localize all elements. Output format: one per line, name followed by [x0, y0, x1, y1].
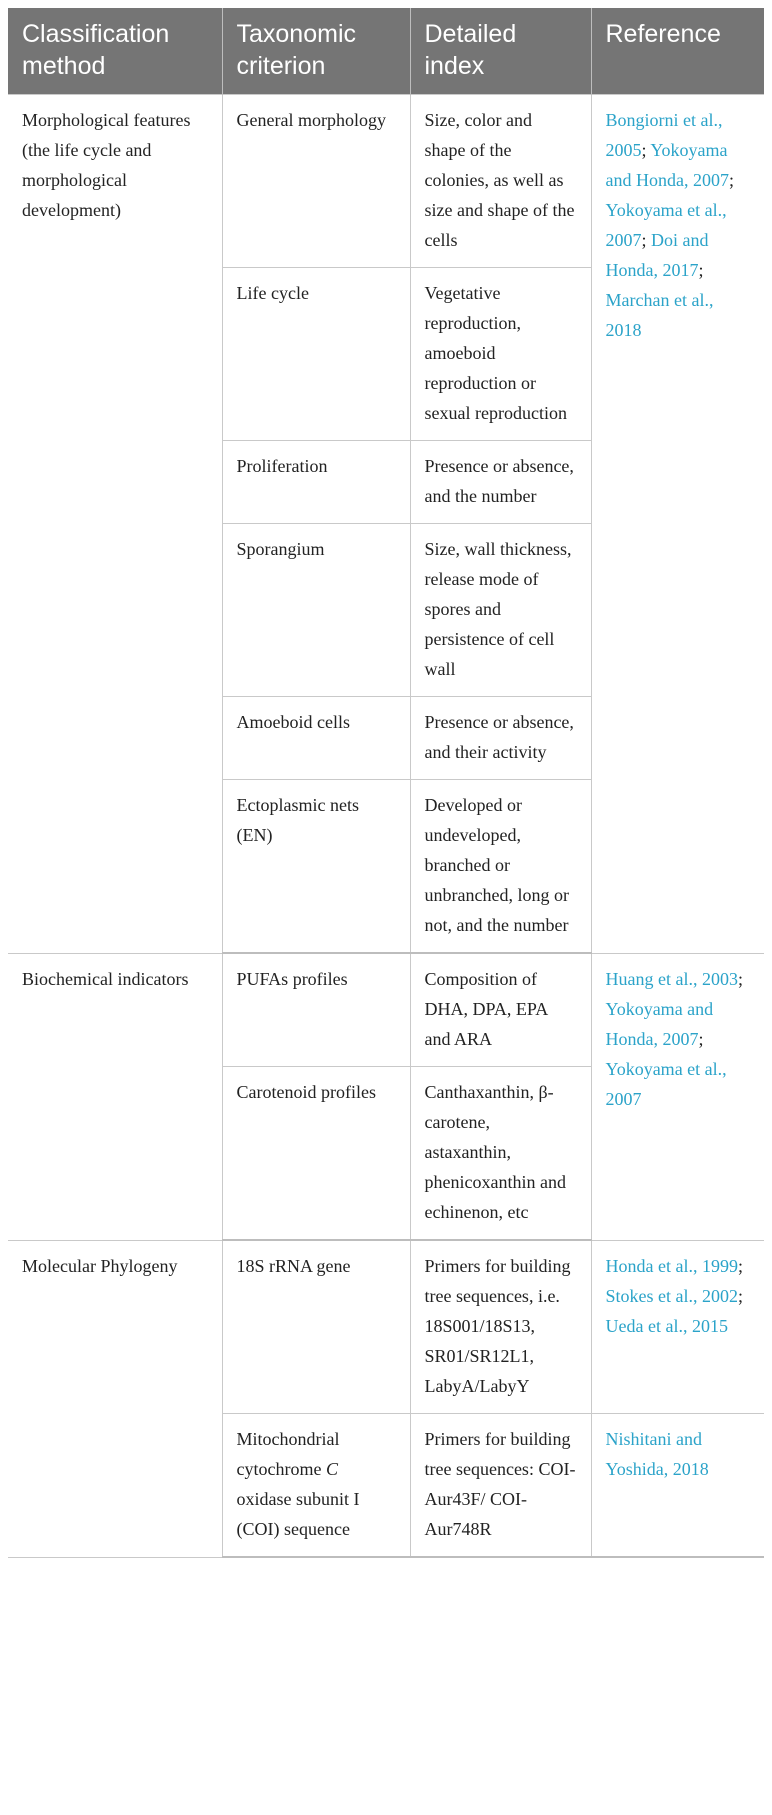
- index-cell: Size, wall thickness, release mode of spores and persistence of cell wall: [410, 524, 591, 697]
- index-cell: Canthaxanthin, β-carotene, astaxanthin, phenicoxanthin and echinenon, etc: [410, 1067, 591, 1241]
- reference-link[interactable]: Honda et al., 1999: [605, 1255, 738, 1276]
- reference-link[interactable]: Stokes et al., 2002: [605, 1285, 738, 1306]
- table-row: [8, 95, 764, 268]
- method-cell-molecular: Molecular Phylogeny: [8, 1240, 222, 1557]
- header-taxonomic-criterion: Taxonomic criterion: [222, 8, 410, 95]
- reference-separator: ;: [641, 230, 647, 250]
- reference-cell-morphological: [591, 95, 764, 954]
- reference-link[interactable]: Marchan et al., 2018: [605, 290, 714, 340]
- index-cell: Primers for building tree sequences: COI-Aur43F/ COI-Aur748R: [410, 1414, 591, 1558]
- criterion-cell: Life cycle: [222, 268, 410, 441]
- criterion-cell: Sporangium: [222, 524, 410, 697]
- criterion-text: Mitochondrial cytochrome: [236, 1429, 340, 1479]
- reference-link[interactable]: Doi and Honda, 2017: [605, 230, 709, 280]
- reference-link[interactable]: Yokoyama et al., 2007: [605, 200, 727, 250]
- header-reference: Reference: [591, 8, 764, 95]
- index-cell: Composition of DHA, DPA, EPA and ARA: [410, 953, 591, 1067]
- reference-link[interactable]: Bongiorni et al., 2005: [605, 110, 723, 160]
- criterion-cell: Proliferation: [222, 441, 410, 524]
- method-cell-morphological: Morphological features (the life cycle and morphological development): [8, 95, 222, 954]
- criterion-cell: Ectoplasmic nets (EN): [222, 780, 410, 954]
- reference-separator: ;: [737, 968, 743, 989]
- reference-link[interactable]: Huang et al., 2003: [605, 968, 738, 989]
- index-cell: Primers for building tree sequences, i.e. 18S001/18S13, SR01/SR12L1, LabyA/LabyY: [410, 1240, 591, 1414]
- reference-separator: ;: [698, 1028, 704, 1049]
- reference-cell: [591, 1240, 764, 1414]
- reference-cell: [591, 1414, 764, 1558]
- reference-separator: ;: [698, 260, 704, 280]
- reference-link[interactable]: Yokoyama et al., 2007: [605, 1058, 727, 1109]
- header-row: [8, 8, 764, 95]
- classification-table: [8, 8, 764, 1558]
- reference-separator: ;: [641, 140, 647, 160]
- index-cell: Size, color and shape of the colonies, as well as size and shape of the cells: [410, 95, 591, 268]
- table-row: [8, 953, 764, 1067]
- criterion-text: oxidase subunit I (COI) sequence: [236, 1489, 360, 1539]
- header-detailed-index: Detailed index: [410, 8, 591, 95]
- criterion-cell: PUFAs profiles: [222, 953, 410, 1067]
- reference-link[interactable]: Ueda et al., 2015: [605, 1315, 728, 1336]
- criterion-cell: General morphology: [222, 95, 410, 268]
- criterion-cell: Amoeboid cells: [222, 697, 410, 780]
- criterion-cell: [222, 1414, 410, 1558]
- criterion-cell: Carotenoid profiles: [222, 1067, 410, 1241]
- reference-separator: ;: [737, 1255, 743, 1276]
- index-cell: Presence or absence, and the number: [410, 441, 591, 524]
- table-row: [8, 1240, 764, 1414]
- reference-separator: ;: [728, 170, 734, 190]
- header-classification-method: Classification method: [8, 8, 222, 95]
- index-cell: Vegetative reproduction, amoeboid reproduction or sexual reproduction: [410, 268, 591, 441]
- criterion-italic-text: C: [325, 1459, 338, 1479]
- reference-link[interactable]: Nishitani and Yoshida, 2018: [605, 1429, 709, 1479]
- index-cell: Presence or absence, and their activity: [410, 697, 591, 780]
- reference-link[interactable]: Yokoyama and Honda, 2007: [605, 140, 729, 190]
- reference-link[interactable]: Yokoyama and Honda, 2007: [605, 998, 714, 1049]
- reference-separator: ;: [738, 1285, 744, 1306]
- method-cell-biochemical: Biochemical indicators: [8, 953, 222, 1240]
- criterion-cell: 18S rRNA gene: [222, 1240, 410, 1414]
- reference-cell-biochemical: [591, 953, 764, 1240]
- index-cell: Developed or undeveloped, branched or unbranched, long or not, and the number: [410, 780, 591, 954]
